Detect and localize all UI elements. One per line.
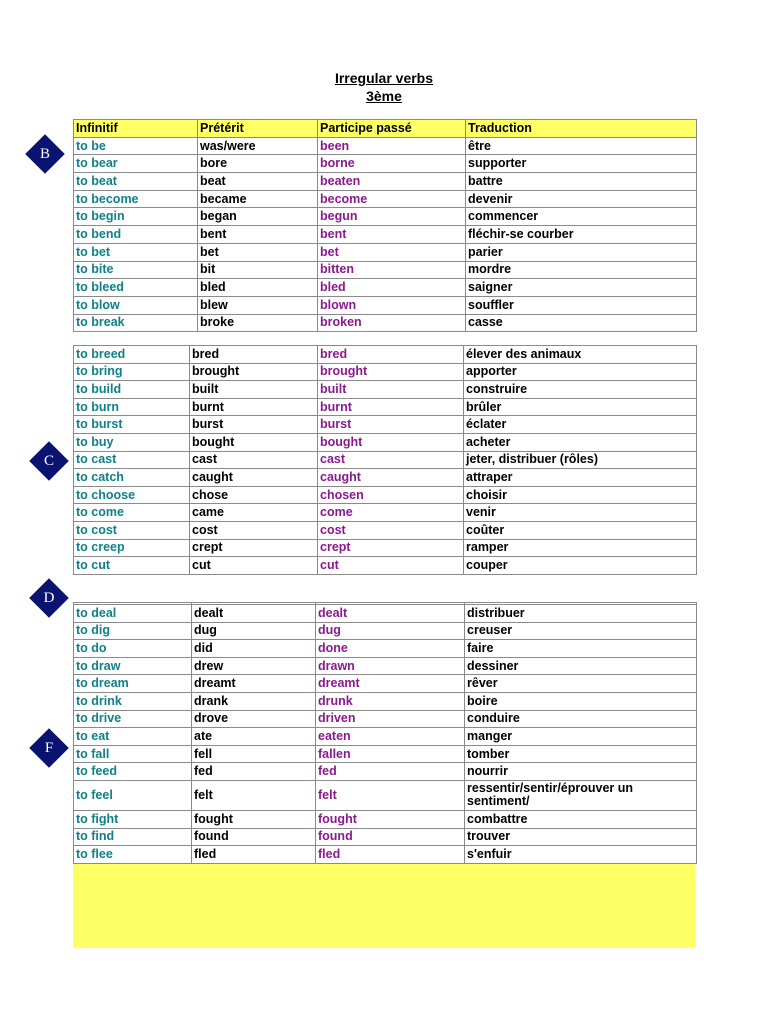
- verb-table-group-b: [73, 119, 697, 332]
- preterit-cell: crept: [190, 539, 318, 557]
- verb-row: [74, 296, 697, 314]
- preterit-cell: dug: [192, 622, 316, 640]
- past-participle-cell: cast: [318, 451, 464, 469]
- past-participle-cell: brought: [318, 363, 464, 381]
- preterit-cell: dreamt: [192, 675, 316, 693]
- infinitive-cell: to catch: [74, 469, 190, 487]
- infinitive-cell: to draw: [74, 657, 192, 675]
- past-participle-cell: been: [318, 137, 466, 155]
- past-participle-cell: begun: [318, 208, 466, 226]
- translation-cell: combattre: [465, 810, 697, 828]
- preterit-cell: was/were: [198, 137, 318, 155]
- infinitive-cell: to break: [74, 314, 198, 332]
- preterit-cell: burnt: [190, 398, 318, 416]
- verb-row: [74, 763, 697, 781]
- infinitive-cell: to feel: [74, 780, 192, 810]
- translation-cell: mordre: [466, 261, 697, 279]
- infinitive-cell: to feed: [74, 763, 192, 781]
- translation-cell: s'enfuir: [465, 846, 697, 864]
- translation-cell: éclater: [464, 416, 697, 434]
- translation-cell: acheter: [464, 433, 697, 451]
- translation-cell: souffler: [466, 296, 697, 314]
- verb-row: [74, 605, 697, 623]
- verb-row: [74, 469, 697, 487]
- past-participle-cell: driven: [316, 710, 465, 728]
- translation-cell: être: [466, 137, 697, 155]
- translation-cell: manger: [465, 728, 697, 746]
- preterit-cell: felt: [192, 780, 316, 810]
- past-participle-cell: beaten: [318, 173, 466, 191]
- translation-cell: battre: [466, 173, 697, 191]
- past-participle-cell: felt: [316, 780, 465, 810]
- verb-row: [74, 640, 697, 658]
- infinitive-cell: to creep: [74, 539, 190, 557]
- header-infinitif: Infinitif: [74, 120, 198, 138]
- translation-cell: commencer: [466, 208, 697, 226]
- past-participle-cell: caught: [318, 469, 464, 487]
- past-participle-cell: chosen: [318, 486, 464, 504]
- infinitive-cell: to come: [74, 504, 190, 522]
- section-marker-c: [35, 447, 65, 477]
- section-marker-f: [35, 734, 65, 764]
- header-preterit: Prétérit: [198, 120, 318, 138]
- verb-row: [74, 173, 697, 191]
- page-title: [0, 69, 768, 105]
- verb-row: [74, 190, 697, 208]
- marker-label: D: [43, 590, 55, 606]
- past-participle-cell: bitten: [318, 261, 466, 279]
- past-participle-cell: found: [316, 828, 465, 846]
- title-line-1: Irregular verbs: [334, 70, 434, 86]
- infinitive-cell: to fall: [74, 745, 192, 763]
- verb-row: [74, 486, 697, 504]
- translation-cell: nourrir: [465, 763, 697, 781]
- infinitive-cell: to breed: [74, 346, 190, 364]
- past-participle-cell: crept: [318, 539, 464, 557]
- past-participle-cell: bought: [318, 433, 464, 451]
- preterit-cell: drove: [192, 710, 316, 728]
- infinitive-cell: to bet: [74, 243, 198, 261]
- past-participle-cell: done: [316, 640, 465, 658]
- translation-cell: casse: [466, 314, 697, 332]
- translation-cell: parier: [466, 243, 697, 261]
- verb-row: [74, 846, 697, 864]
- infinitive-cell: to be: [74, 137, 198, 155]
- infinitive-cell: to drink: [74, 692, 192, 710]
- yellow-footer-box: [73, 864, 695, 948]
- verb-table-group-c: [73, 345, 697, 575]
- past-participle-cell: blown: [318, 296, 466, 314]
- verb-row: [74, 261, 697, 279]
- infinitive-cell: to cost: [74, 521, 190, 539]
- infinitive-cell: to bend: [74, 226, 198, 244]
- verb-row: [74, 521, 697, 539]
- verb-row: [74, 451, 697, 469]
- past-participle-cell: dreamt: [316, 675, 465, 693]
- past-participle-cell: borne: [318, 155, 466, 173]
- translation-cell: faire: [465, 640, 697, 658]
- past-participle-cell: fled: [316, 846, 465, 864]
- infinitive-cell: to drive: [74, 710, 192, 728]
- verb-row: [74, 728, 697, 746]
- preterit-cell: bought: [190, 433, 318, 451]
- preterit-cell: drank: [192, 692, 316, 710]
- verb-row: [74, 398, 697, 416]
- translation-cell: devenir: [466, 190, 697, 208]
- past-participle-cell: bled: [318, 279, 466, 297]
- verb-row: [74, 780, 697, 810]
- translation-cell: trouver: [465, 828, 697, 846]
- preterit-cell: cost: [190, 521, 318, 539]
- past-participle-cell: bet: [318, 243, 466, 261]
- preterit-cell: burst: [190, 416, 318, 434]
- translation-cell: ramper: [464, 539, 697, 557]
- verb-row: [74, 314, 697, 332]
- infinitive-cell: to buy: [74, 433, 190, 451]
- past-participle-cell: fought: [316, 810, 465, 828]
- infinitive-cell: to eat: [74, 728, 192, 746]
- verb-table-group-d-f: [73, 602, 697, 864]
- verb-row: [74, 279, 697, 297]
- verb-row: [74, 622, 697, 640]
- infinitive-cell: to beat: [74, 173, 198, 191]
- preterit-cell: drew: [192, 657, 316, 675]
- preterit-cell: bore: [198, 155, 318, 173]
- section-marker-b: [31, 140, 61, 170]
- verb-row: [74, 810, 697, 828]
- infinitive-cell: to begin: [74, 208, 198, 226]
- past-participle-cell: become: [318, 190, 466, 208]
- verb-row: [74, 539, 697, 557]
- translation-cell: ressentir/sentir/éprouver un sentiment/: [465, 780, 697, 810]
- infinitive-cell: to find: [74, 828, 192, 846]
- header-traduction: Traduction: [466, 120, 697, 138]
- verb-row: [74, 243, 697, 261]
- past-participle-cell: burnt: [318, 398, 464, 416]
- table-header-row: [74, 120, 697, 138]
- infinitive-cell: to flee: [74, 846, 192, 864]
- translation-cell: coûter: [464, 521, 697, 539]
- infinitive-cell: to do: [74, 640, 192, 658]
- preterit-cell: cast: [190, 451, 318, 469]
- infinitive-cell: to bear: [74, 155, 198, 173]
- verb-row: [74, 155, 697, 173]
- verb-row: [74, 346, 697, 364]
- verb-row: [74, 208, 697, 226]
- past-participle-cell: eaten: [316, 728, 465, 746]
- translation-cell: creuser: [465, 622, 697, 640]
- verb-row: [74, 710, 697, 728]
- title-line-2: 3ème: [366, 88, 402, 104]
- verb-row: [74, 745, 697, 763]
- preterit-cell: bit: [198, 261, 318, 279]
- preterit-cell: cut: [190, 557, 318, 575]
- header-participe-passe: Participe passé: [318, 120, 466, 138]
- preterit-cell: found: [192, 828, 316, 846]
- preterit-cell: brought: [190, 363, 318, 381]
- translation-cell: élever des animaux: [464, 346, 697, 364]
- infinitive-cell: to become: [74, 190, 198, 208]
- past-participle-cell: drunk: [316, 692, 465, 710]
- preterit-cell: bred: [190, 346, 318, 364]
- past-participle-cell: fallen: [316, 745, 465, 763]
- marker-label: C: [43, 453, 54, 469]
- marker-label: F: [44, 740, 54, 756]
- translation-cell: couper: [464, 557, 697, 575]
- translation-cell: construire: [464, 381, 697, 399]
- preterit-cell: fell: [192, 745, 316, 763]
- translation-cell: jeter, distribuer (rôles): [464, 451, 697, 469]
- preterit-cell: bled: [198, 279, 318, 297]
- translation-cell: distribuer: [465, 605, 697, 623]
- section-marker-d: [35, 584, 65, 614]
- infinitive-cell: to burst: [74, 416, 190, 434]
- preterit-cell: fled: [192, 846, 316, 864]
- infinitive-cell: to build: [74, 381, 190, 399]
- translation-cell: dessiner: [465, 657, 697, 675]
- translation-cell: venir: [464, 504, 697, 522]
- preterit-cell: bet: [198, 243, 318, 261]
- past-participle-cell: broken: [318, 314, 466, 332]
- preterit-cell: blew: [198, 296, 318, 314]
- infinitive-cell: to dig: [74, 622, 192, 640]
- infinitive-cell: to bleed: [74, 279, 198, 297]
- preterit-cell: chose: [190, 486, 318, 504]
- past-participle-cell: come: [318, 504, 464, 522]
- verb-row: [74, 381, 697, 399]
- translation-cell: tomber: [465, 745, 697, 763]
- infinitive-cell: to dream: [74, 675, 192, 693]
- past-participle-cell: built: [318, 381, 464, 399]
- verb-row: [74, 828, 697, 846]
- past-participle-cell: bred: [318, 346, 464, 364]
- past-participle-cell: dug: [316, 622, 465, 640]
- verb-row: [74, 657, 697, 675]
- infinitive-cell: to bite: [74, 261, 198, 279]
- preterit-cell: fed: [192, 763, 316, 781]
- infinitive-cell: to deal: [74, 605, 192, 623]
- translation-cell: boire: [465, 692, 697, 710]
- verb-row: [74, 363, 697, 381]
- preterit-cell: fought: [192, 810, 316, 828]
- verb-row: [74, 557, 697, 575]
- preterit-cell: did: [192, 640, 316, 658]
- translation-cell: apporter: [464, 363, 697, 381]
- verb-row: [74, 137, 697, 155]
- translation-cell: attraper: [464, 469, 697, 487]
- infinitive-cell: to blow: [74, 296, 198, 314]
- infinitive-cell: to cut: [74, 557, 190, 575]
- translation-cell: conduire: [465, 710, 697, 728]
- preterit-cell: beat: [198, 173, 318, 191]
- translation-cell: choisir: [464, 486, 697, 504]
- preterit-cell: built: [190, 381, 318, 399]
- infinitive-cell: to burn: [74, 398, 190, 416]
- preterit-cell: bent: [198, 226, 318, 244]
- preterit-cell: caught: [190, 469, 318, 487]
- preterit-cell: dealt: [192, 605, 316, 623]
- verb-row: [74, 675, 697, 693]
- translation-cell: fléchir-se courber: [466, 226, 697, 244]
- past-participle-cell: cut: [318, 557, 464, 575]
- past-participle-cell: dealt: [316, 605, 465, 623]
- preterit-cell: ate: [192, 728, 316, 746]
- translation-cell: brûler: [464, 398, 697, 416]
- translation-cell: supporter: [466, 155, 697, 173]
- verb-row: [74, 433, 697, 451]
- verb-row: [74, 226, 697, 244]
- past-participle-cell: drawn: [316, 657, 465, 675]
- translation-cell: saigner: [466, 279, 697, 297]
- infinitive-cell: to choose: [74, 486, 190, 504]
- past-participle-cell: cost: [318, 521, 464, 539]
- past-participle-cell: burst: [318, 416, 464, 434]
- past-participle-cell: bent: [318, 226, 466, 244]
- infinitive-cell: to fight: [74, 810, 192, 828]
- preterit-cell: became: [198, 190, 318, 208]
- preterit-cell: broke: [198, 314, 318, 332]
- infinitive-cell: to bring: [74, 363, 190, 381]
- infinitive-cell: to cast: [74, 451, 190, 469]
- verb-row: [74, 416, 697, 434]
- past-participle-cell: fed: [316, 763, 465, 781]
- preterit-cell: came: [190, 504, 318, 522]
- verb-row: [74, 504, 697, 522]
- verb-row: [74, 692, 697, 710]
- preterit-cell: began: [198, 208, 318, 226]
- marker-label: B: [39, 146, 50, 162]
- translation-cell: rêver: [465, 675, 697, 693]
